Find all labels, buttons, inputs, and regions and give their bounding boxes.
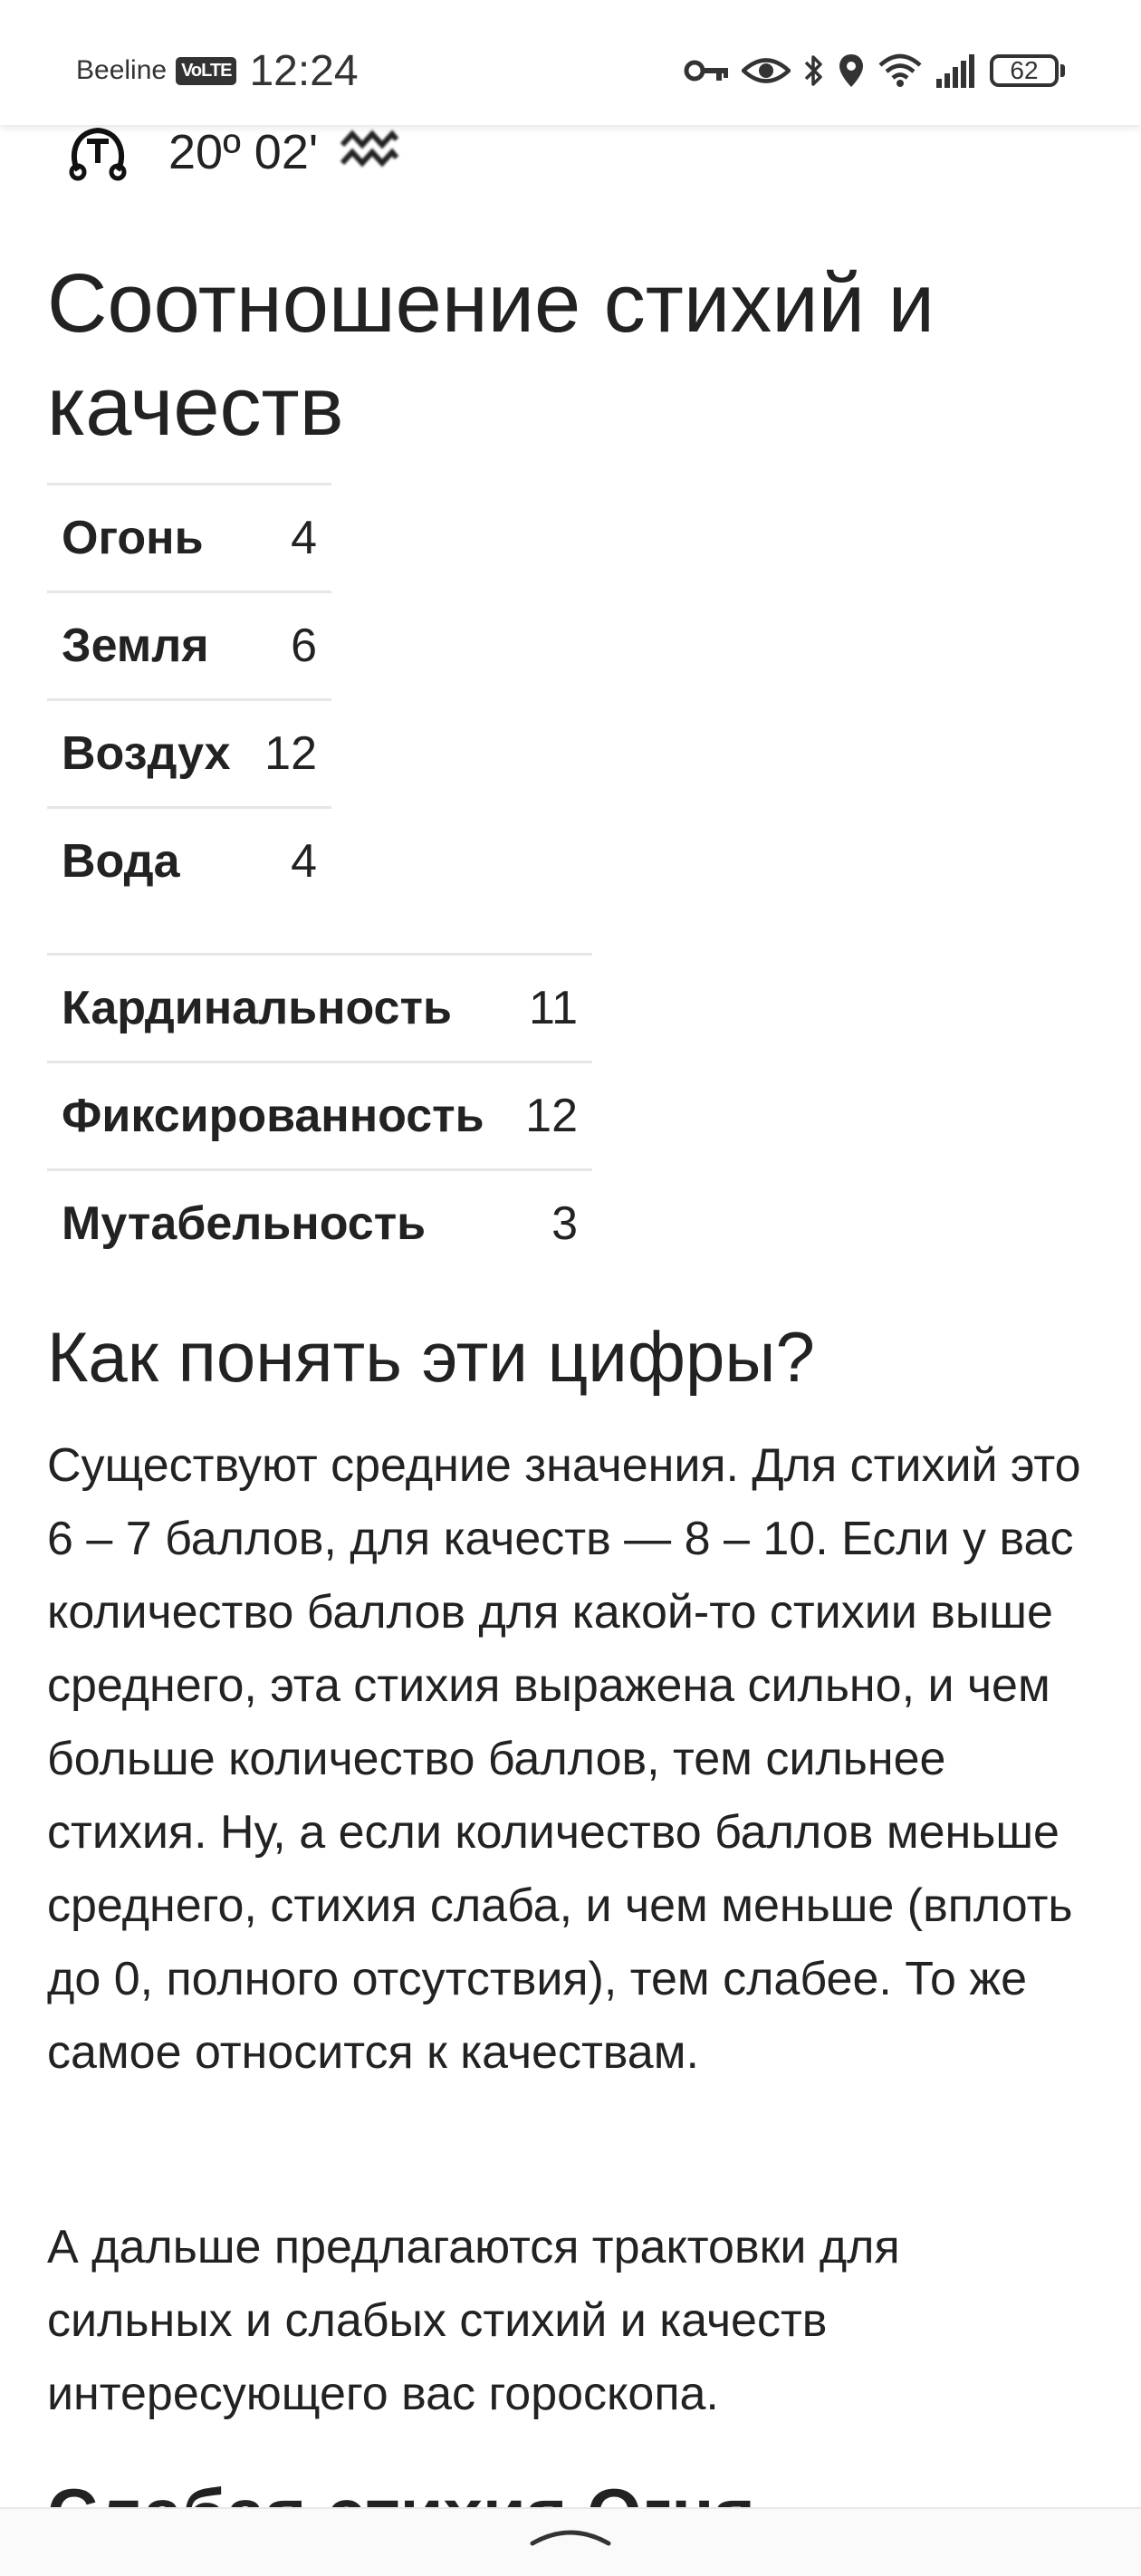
- volte-badge: VoLTE: [176, 57, 236, 85]
- status-bar: [0, 0, 1141, 125]
- location-icon: [838, 53, 865, 89]
- element-value: 12: [249, 700, 331, 808]
- chevron-up-icon[interactable]: [529, 2522, 612, 2553]
- quality-value: 3: [509, 1170, 592, 1277]
- wifi-icon: [877, 53, 923, 89]
- signal-icon: [935, 53, 977, 88]
- table-row: [47, 700, 331, 808]
- key-icon: [684, 57, 729, 84]
- battery-indicator: [990, 54, 1065, 87]
- battery-level: 62: [990, 54, 1059, 87]
- explain-title: Как понять эти цифры?: [47, 1317, 815, 1397]
- node-degree: 20º 02': [168, 125, 319, 179]
- table-row: [47, 955, 592, 1062]
- status-left: [76, 45, 359, 96]
- elements-table: [47, 483, 331, 914]
- bluetooth-icon: [803, 53, 825, 89]
- quality-label: Мутабельность: [47, 1170, 509, 1277]
- status-icons: [684, 45, 1065, 96]
- table-row: [47, 485, 331, 592]
- table-row: [47, 808, 331, 915]
- carrier-name: Beeline: [76, 55, 168, 85]
- element-value: 4: [249, 485, 331, 592]
- qualities-table: [47, 953, 592, 1276]
- quality-value: 12: [509, 1062, 592, 1170]
- element-label: Вода: [47, 808, 249, 915]
- explain-paragraph-2: А дальше предлагаются трактовки для сильных и слабых стихий и качеств интересующего вас гороскопа.: [47, 2221, 900, 2420]
- battery-tip: [1060, 64, 1065, 77]
- quality-label: Кардинальность: [47, 955, 509, 1062]
- bottom-bar: [0, 2507, 1141, 2576]
- quality-value: 11: [509, 955, 592, 1062]
- explain-paragraph-1: Существуют средние значения. Для стихий это 6 – 7 баллов, для качеств — 8 – 10. Если у вас количество баллов для какой-то стихии выше среднего, эта стихия выражена сильно, и чем больше количество баллов, тем сильнее стихия. Ну, а если количество баллов меньше среднего, стихия слаба, и чем меньше (вплоть до 0, полного отсутствия), тем слабее. То же самое относится к качествам.: [47, 1439, 1081, 2079]
- clock: 12:24: [249, 46, 359, 95]
- aquarius-icon: [340, 129, 399, 177]
- element-value: 4: [249, 808, 331, 915]
- north-node-icon: [65, 118, 130, 187]
- element-label: Земля: [47, 592, 249, 700]
- table-row: [47, 1062, 592, 1170]
- table-row: [47, 592, 331, 700]
- element-label: Огонь: [47, 485, 249, 592]
- node-row: [65, 116, 399, 188]
- element-label: Воздух: [47, 700, 249, 808]
- table-row: [47, 1170, 592, 1277]
- element-value: 6: [249, 592, 331, 700]
- quality-label: Фиксированность: [47, 1062, 509, 1170]
- eye-icon: [742, 55, 791, 86]
- section-title: Соотношение стихий и качеств: [47, 257, 935, 453]
